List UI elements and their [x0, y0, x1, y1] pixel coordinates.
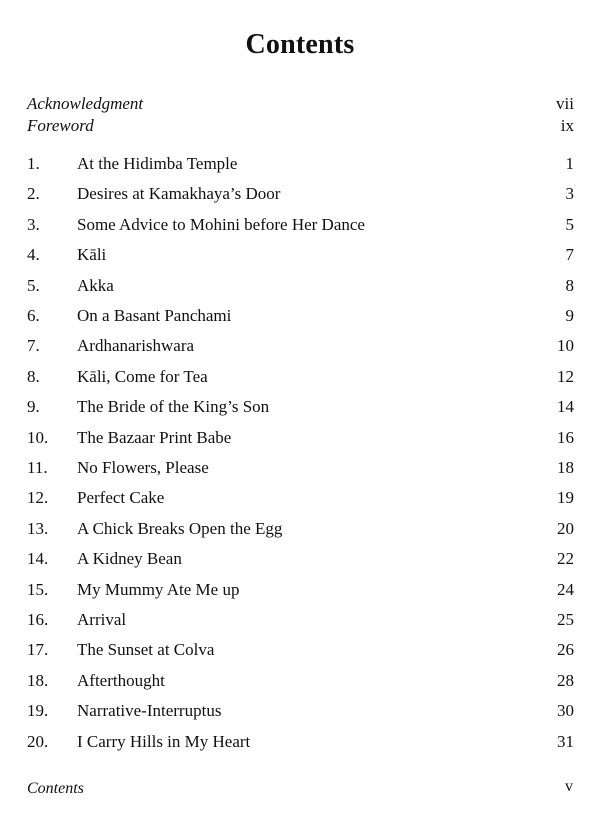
page-title: Contents: [245, 28, 355, 60]
toc-entry-title: Kāli: [77, 245, 107, 265]
toc-entry: [27, 637, 574, 663]
toc-entry-number: 18.: [27, 670, 49, 690]
toc-entry: [27, 181, 574, 207]
toc-entry: [27, 607, 574, 633]
toc-entry-number: 10.: [27, 427, 49, 447]
toc-entry-title: A Kidney Bean: [77, 549, 182, 569]
toc-entry: [27, 546, 574, 572]
toc-entry-number: 16.: [27, 610, 49, 629]
toc-entry-title: Some Advice to Mohini before Her Dance: [77, 214, 365, 234]
toc-entry-page: 26: [557, 640, 574, 660]
toc-entry-title: My Mummy Ate Me up: [77, 579, 240, 599]
toc-entry-number: 4.: [27, 245, 40, 265]
toc-entry: [27, 425, 574, 451]
toc-entry-title: Kāli, Come for Tea: [77, 366, 208, 386]
toc-entry-title: The Bazaar Print Babe: [77, 427, 232, 447]
toc-entry-title: At the Hidimba Temple: [77, 154, 238, 173]
toc-entry-number: 2.: [27, 184, 40, 204]
toc-entry: [27, 516, 574, 542]
toc-entry: [27, 698, 574, 724]
toc-entry-number: 20.: [27, 731, 49, 751]
toc-entry-title: Afterthought: [77, 670, 165, 690]
toc-entry-page: 25: [557, 610, 574, 629]
toc-entry: [27, 394, 574, 420]
toc-entry: [27, 333, 574, 359]
toc-entry-number: 5.: [27, 275, 40, 295]
toc-entry-page: 10: [557, 336, 574, 356]
toc-entry: [27, 729, 574, 755]
toc-entry-page: 24: [557, 579, 574, 599]
toc-entry-page: 12: [557, 366, 574, 386]
toc-entry-page: 20: [557, 518, 574, 538]
toc-entry-page: 9: [565, 306, 574, 325]
toc-entry-number: 15.: [27, 579, 49, 599]
toc-entry-title: The Sunset at Colva: [77, 640, 215, 660]
toc-entry-number: 14.: [27, 549, 49, 569]
toc-entry-page: 22: [557, 549, 574, 569]
toc-entry-title: Arrival: [77, 610, 127, 629]
toc-entry-number: 19.: [27, 701, 49, 721]
toc-entry-page: 30: [557, 701, 574, 721]
toc-entry: [27, 273, 574, 299]
toc-entry-number: 11.: [27, 458, 48, 477]
toc-entry-number: 7.: [27, 336, 40, 356]
toc-entry-page: 19: [557, 488, 574, 508]
page-number: v: [565, 778, 573, 795]
toc-entry-title: Desires at Kamakhaya’s Door: [77, 184, 281, 204]
toc-front-matter-acknowledgment: [27, 93, 574, 115]
toc-entry-number: 6.: [27, 306, 40, 325]
toc-front-matter-label: Foreword: [27, 116, 94, 135]
toc-entry-page: 8: [565, 275, 574, 295]
toc-entry-title: Perfect Cake: [77, 488, 165, 508]
toc-entry: [27, 364, 574, 390]
toc-entry-page: 1: [565, 154, 574, 173]
toc-entry-page: 18: [557, 458, 574, 477]
toc-front-matter-page: vii: [556, 94, 574, 113]
toc-entry-title: No Flowers, Please: [77, 458, 209, 477]
toc-entry: [27, 212, 574, 238]
toc-front-matter-label: Acknowledgment: [27, 94, 144, 113]
toc-entry: [27, 151, 574, 177]
toc-entry-title: A Chick Breaks Open the Egg: [77, 518, 283, 538]
toc-entry-page: 31: [557, 731, 574, 751]
toc-entry-page: 7: [565, 245, 574, 265]
toc-entry-number: 9.: [27, 397, 40, 417]
toc-entry: [27, 577, 574, 603]
toc-entry: [27, 668, 574, 694]
toc-entry: [27, 303, 574, 329]
toc-entry-page: 3: [565, 184, 574, 204]
toc-entry-page: 28: [557, 670, 574, 690]
running-head: Contents: [27, 780, 84, 797]
toc-entry-page: 14: [557, 397, 574, 417]
toc-entry-page: 16: [557, 427, 574, 447]
toc-front-matter-page: ix: [560, 116, 574, 135]
toc-front-matter-foreword: [27, 115, 574, 137]
toc-entry-number: 3.: [27, 214, 40, 234]
toc-entry-page: 5: [565, 214, 574, 234]
toc-entry: [27, 485, 574, 511]
toc-entry-number: 12.: [27, 488, 49, 508]
toc-entry: [27, 242, 574, 268]
toc-entry: [27, 455, 574, 481]
toc-entry-number: 1.: [27, 154, 40, 173]
toc-entry-number: 17.: [27, 640, 49, 660]
toc-entry-title: On a Basant Panchami: [77, 306, 232, 325]
toc-entry-number: 8.: [27, 366, 40, 386]
toc-entry-title: The Bride of the King’s Son: [77, 397, 270, 417]
toc-entry-number: 13.: [27, 518, 49, 538]
toc-entry-title: I Carry Hills in My Heart: [77, 731, 251, 751]
toc-entry-title: Narrative-Interruptus: [77, 701, 222, 721]
toc-entry-title: Ardhanarishwara: [77, 336, 195, 356]
toc-entry-title: Akka: [77, 275, 114, 295]
